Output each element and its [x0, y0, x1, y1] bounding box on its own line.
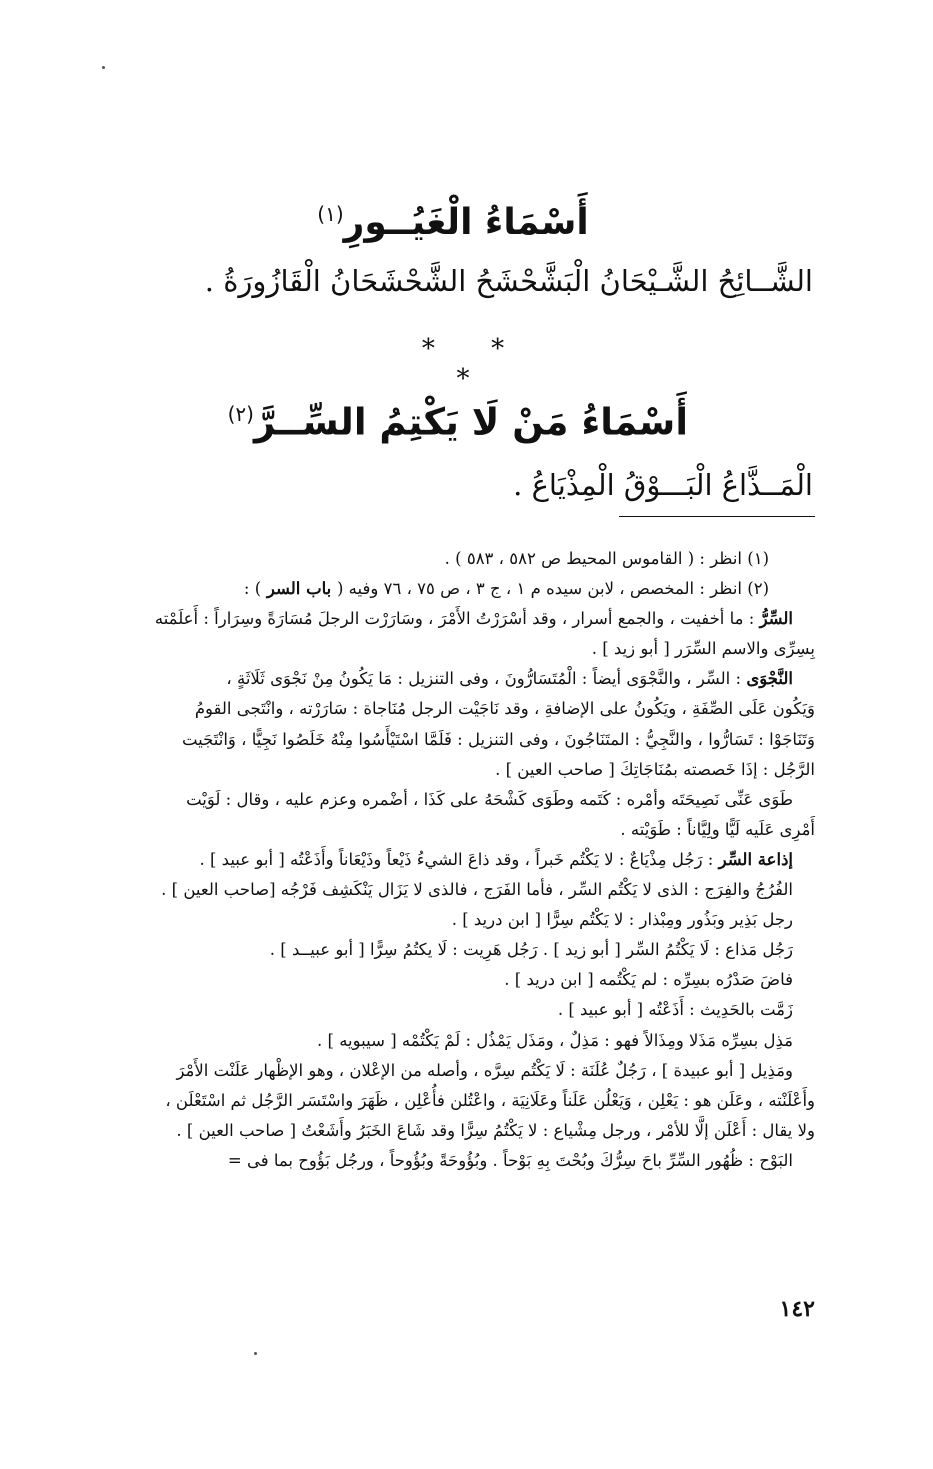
scan-speck	[102, 66, 105, 69]
entry-line: وَيَكُون عَلَى الصِّفَةِ ، ويَكُونُ على الإضافةِ ، وقد نَاجَيْت الرجل مُنَاجاة : سَارَرْته ، وانْتَجى القومُ	[194, 699, 815, 719]
entry-text: : السِّر ، والنَّجْوَى أيضاً : الْمُتَسَارُّونَ ، وفى التنزيل : مَا يَكُونُ مِنْ نَجْوَى ثَلَاثَةٍ ،	[226, 669, 747, 689]
footnote-text: ) :	[243, 579, 262, 599]
entry-line: وَتَنَاجَوْا : تَسَارُّوا ، والنَّجِيُّ : المتَنَاجُونَ ، وفى التنزيل : فَلَمَّا اسْتَيْأَسُوا مِنْهُ خَلَصُوا نَجِيًّا ، وَانْتَجَيت	[181, 729, 815, 749]
entry-line: فاضَ صَدْرُه بسِرِّه : لم يَكْتُمه [ ابن دريد ] .	[504, 970, 793, 990]
footnote-1: (١) انظر : ( القاموس المحيط ص ٥٨٢ ، ٥٨٣ ) .	[444, 549, 769, 568]
footnote-2	[115, 574, 815, 604]
entry-line: ومَذِيل [ أبو عبيدة ] ، رَجُلٌ عُلَنَة : لَا يَكْتُم سِرَّه ، وأصله من الإعْلان ، وهو الإظْهار عَلَنْت الأَمْرَ	[176, 1060, 793, 1080]
footnote-text: (٢) انظر : المخصص ، لابن سيده م ١ ، ج ٣ ، ص ٧٥ ، ٧٦ وفيه (	[336, 579, 769, 599]
footnotes	[115, 544, 815, 1176]
entry-line: رَجُل مَذاع : لَا يَكْتُمُ السِّر [ أبو زيد ] . رَجُل هَرِيت : لَا يكتُمُ سِرًّا [ أبو عبيــد ] .	[269, 940, 793, 960]
section-separator: * * *	[421, 334, 529, 394]
heading-jealous-names	[283, 184, 623, 253]
entry-line: بِسِرِّى والاسم السِّرَر [ أبو زيد ] .	[591, 639, 815, 659]
entry-text: : ما أخفيت ، والجمع أسرار ، وقد أسْرَرْتُ الأَمْرَ ، وسَارَرْت الرجلَ مُسَارَةً وسِرَاراً : أَعلَمْته	[154, 609, 760, 629]
heading-text: أَسْمَاءُ الْغَيُــورِ	[343, 202, 589, 243]
footnote-ref: (٢)	[227, 402, 254, 426]
entry-line	[115, 604, 815, 634]
entry-line	[115, 664, 815, 694]
entry-term: النَّجْوَى	[746, 669, 793, 689]
names-list-secret: الْمَــذَّاعُ الْبَـــوْقُ الْمِذْيَاعُ .	[513, 468, 813, 502]
entry-line: مَذِل بسِرِّه مَذَلا ومِذَالاً فهو : مَذِلٌ ، ومَذَل يَمْذُل : لَمْ يَكْتُمْه [ سيبويه ] .	[317, 1030, 793, 1050]
entry-line: الرَّجُل : إذَا خَصصته بمُنَاجَاتِكَ [ صاحب العين ] .	[495, 759, 815, 779]
entry-line: طَوَى عَنِّى نَصِيحَتَه وأمْره : كَتَمه وطَوَى كَشْحَهُ على كَذَا ، أضْمره وعزم عليه ، وقال : لَوَيْت	[186, 789, 793, 809]
footnote-bold-text: باب السر	[261, 579, 337, 599]
entry-line: زَمَّت بالحَدِيث : أَذَعْتُه [ أبو عبيد ] .	[557, 1000, 793, 1020]
heading-text: أَسْمَاءُ مَنْ لَا يَكْتِمُ السِّــرَّ	[253, 400, 688, 444]
entry-line: أَمْرِى عَلَيه لَيًّا ولِيَّاناً : طَوَيْته .	[620, 819, 815, 839]
entry-line: وأَعْلَنْته ، وعَلَن هو : يَعْلِن ، وَيَعْلُن عَلَناً وعَلَانِيَة ، واعْتُلن فأُعْلِن ، ظَهَرَ واسْتَسَر الرَّجُل ثم اسْتَعْلَن ،	[165, 1090, 815, 1110]
heading-secret-names	[228, 382, 688, 454]
entry-line: البَوْح : ظُهُور السِّرِّ باحَ سِرُّكَ وبُحْتَ بِهِ بَوْحاً . وبُؤُوحَةً وبُؤُوحاً ، ورجُل بَؤُوح بما فى =	[227, 1150, 793, 1170]
scan-speck	[254, 1352, 257, 1355]
page-number: ١٤٢	[779, 1296, 815, 1322]
entry-term: السِّرُّ	[759, 609, 793, 629]
names-list-jealous: الشَّــائِحُ الشَّـيْحَانُ الْبَشَّحْشَحُ الشَّحْشَحَانُ الْقَازُورَةُ .	[204, 264, 813, 298]
footnote-ref: (١)	[317, 202, 344, 226]
entry-line: رجل بَذِير وبَذُور ومِبْذار : لا يَكْتُم سِرًّا [ ابن دريد ] .	[451, 910, 793, 930]
footnote-rule	[619, 516, 815, 517]
entry-line	[115, 845, 815, 875]
entry-text: : رَجُل مِذْيَاعٌ : لا يَكْتُم خَبراً ، وقد ذاعَ الشيءُ ذَيْعاً وذَيْعَاناً وأَذَعْتُه [ أبو عبيد ] .	[199, 849, 719, 869]
entry-line: ولا يقال : أَعْلَن إلَّا للأمْر ، ورجل مِشْياع : لا يَكْتُمُ سِرًّا وقد شَاعَ الخَبَرُ وأَشَعْتُ [ صاحب العين ] .	[176, 1120, 815, 1140]
entry-term: إذاعة السِّر	[718, 849, 793, 869]
entry-line: الفُرُجُ والفِرَج : الذى لا يَكْتُم السِّر ، فأما الفَرَج ، فالذى لا يَزَال يَنْكَشِف فَرْجُه [صاحب العين ] .	[161, 880, 793, 900]
